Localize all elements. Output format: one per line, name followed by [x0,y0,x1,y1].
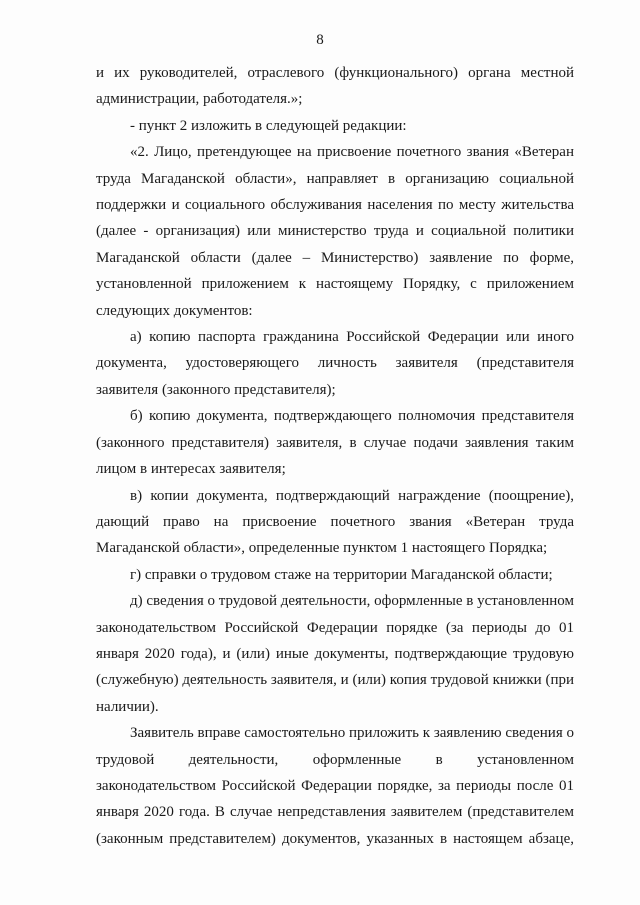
paragraph-subitem-d: д) сведения о трудовой деятельности, оформленные в установленном законодательством Российской Федерации порядке (за периоды до 01 января 2020 года), и (или) иные документы, подтверждающие трудовую (служебную) деятельность заявителя, и (или) копия трудовой книжки (при наличии). [96,593,574,715]
page-number: 8 [316,32,324,48]
paragraph-continuation: и их руководителей, отраслевого (функционального) органа местной администрации, работодателя.»; [96,65,574,108]
document-body [96,60,574,852]
paragraph-subitem-g: г) справки о трудовом стаже на территории Магаданской области; [130,566,553,583]
paragraph-subitem-a: а) копию паспорта гражданина Российской Федерации или иного документа, удостоверяющего личность заявителя (представителя заявителя (законного представителя); [96,329,574,398]
paragraph-item-2-intro: - пункт 2 изложить в следующей редакции: [130,117,407,134]
paragraph-subitem-v: в) копии документа, подтверждающий награждение (поощрение), дающий право на присвоение почетного звания «Ветеран труда Магаданской области», определенные пунктом 1 настоящего Порядка; [96,487,574,557]
paragraph-applicant-right: Заявитель вправе самостоятельно приложить к заявлению сведения о трудовой деятельности, оформленные в установленном законодательством Российской Федерации порядке, за периоды после 01 января 2020 года. В случае непредставления заявителем (представителем (законным представителем) документов, указанных в настоящем абзаце, [96,725,574,847]
paragraph-item-2-text: «2. Лицо, претендующее на присвоение почетного звания «Ветеран труда Магаданской области», направляет в организацию социальной поддержки и социального обслуживания населения по месту жительства (далее - организация) или министерство труда и социальной политики Магаданской области (далее – Министерство) заявление по форме, установленной приложением к настоящему Порядку, с приложением следующих документов: [96,144,574,319]
paragraph-subitem-b: б) копию документа, подтверждающего полномочия представителя (законного представителя) заявителя, в случае подачи заявления таким лицом в интересах заявителя; [96,408,574,478]
